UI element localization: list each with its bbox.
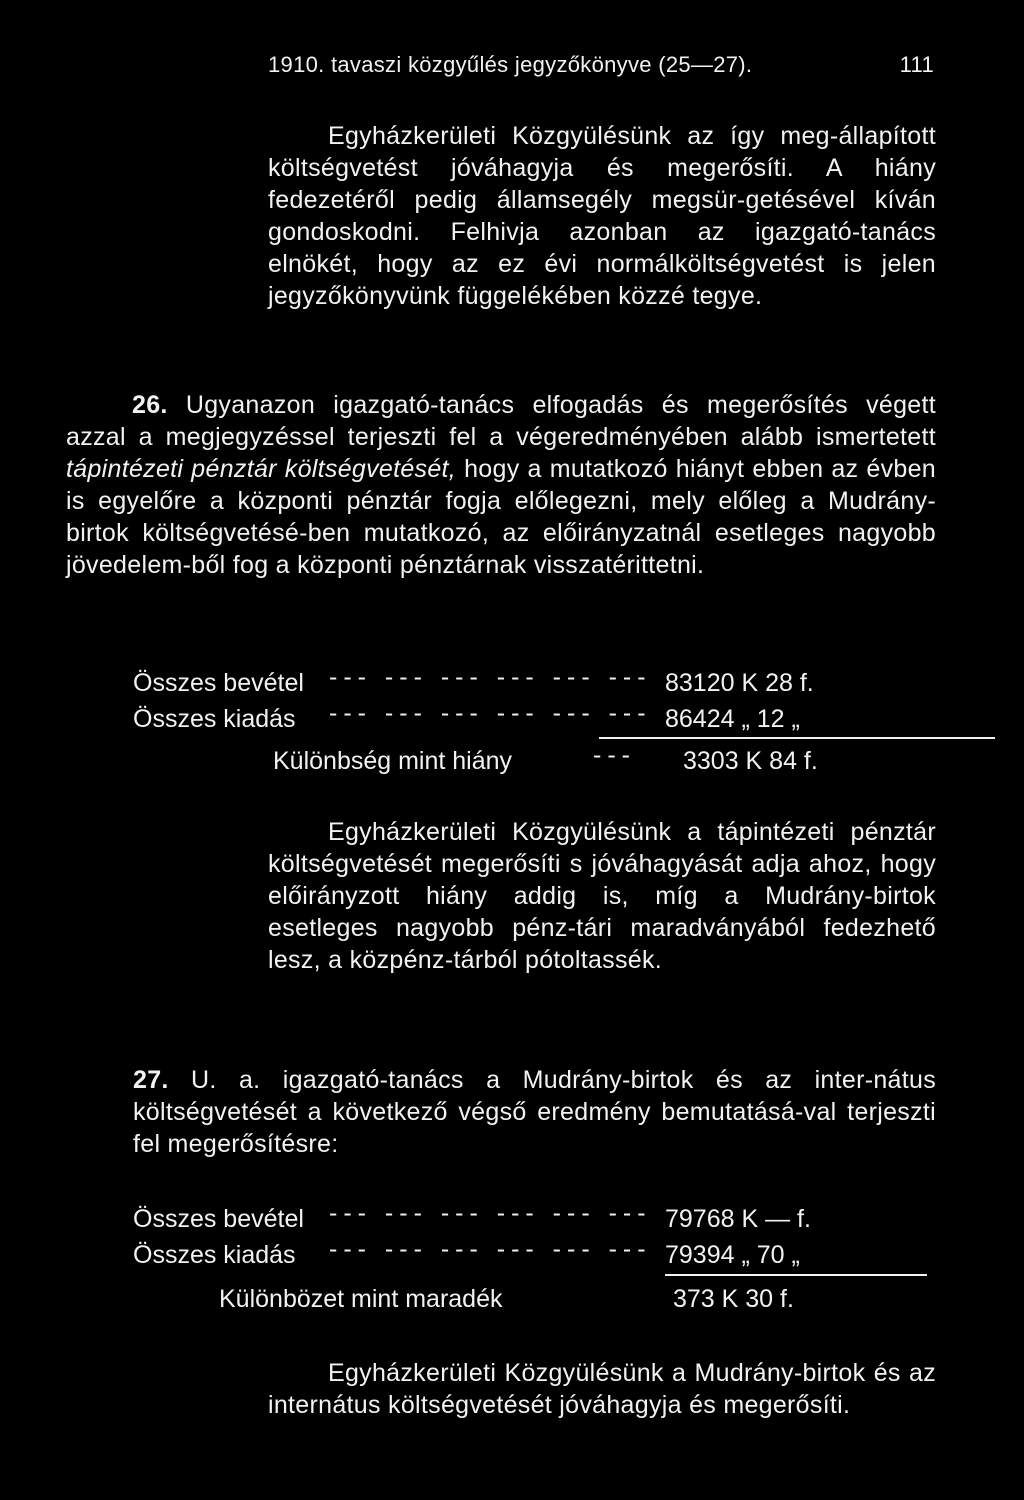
total-amount: 373 K 30 f. [673,1285,794,1313]
row-label: Összes bevétel [133,669,304,697]
total-amount: 3303 K 84 f. [683,747,818,775]
item-number-26: 26. [132,391,168,419]
table-row [133,1199,933,1235]
paragraph-item-27 [133,1064,936,1160]
table-row [133,699,883,735]
row-amount: 79768 K — f. [665,1205,811,1233]
paragraph-text: Ugyanazon igazgató-tanács elfogadás és megerősítés végett azzal a megjegyzéssel terjeszti fel a végeredményében alább ismertetett [66,391,936,451]
row-label: Összes kiadás [133,705,296,733]
paragraph-resolution-26: Egyházkerületi Közgyülésünk a tápintézeti pénztár költségvetését megerősíti s jóváhagyását adja ahoz, hogy előirányzott hiány addig is, míg a Mudrány-birtok esetleges nagyobb pénz-tári maradványából fedezhető lesz, a közpénz-tárból pótoltassék. [268,818,936,974]
row-amount: 79394 „ 70 „ [665,1241,800,1269]
leader-dots: --- [593,741,636,769]
row-amount: 86424 „ 12 „ [665,705,800,733]
row-amount: 83120 K 28 f. [665,669,814,697]
paragraph-text: U. a. igazgató-tanács a Mudrány-birtok és az inter-nátus költségvetését a következő végső eredmény bemutatásá-val terjeszti fel megerősítésre: [133,1066,936,1158]
budget-table-1 [133,663,883,777]
sum-rule [599,737,995,739]
table-total-row [133,741,883,777]
emphasis-text: tápintézeti pénztár költségvetését, [66,455,457,483]
budget-table-2 [133,1199,933,1313]
running-header [268,52,938,82]
row-label: Összes bevétel [133,1205,304,1233]
table-row [133,1235,933,1271]
leader-dots: --- --- --- --- --- --- [329,663,652,691]
paragraph-item-26 [66,389,936,581]
paragraph-resolution-25: Egyházkerületi Közgyülésünk az így meg-állapított költségvetést jóváhagyja és megerősíti. A hiány fedezetéről pedig államsegély megsür-getésével kíván gondoskodni. Felhivja azonban az igazgató-tanács elnökét, hogy az ez évi normálköltségvetést is jelen jegyzőkönyvünk függelékében közzé tegye. [268,122,936,310]
page-number: 111 [899,52,934,77]
sum-rule [665,1274,927,1276]
leader-dots: --- --- --- --- --- --- [329,699,652,727]
total-label: Különbség mint hiány [273,747,513,775]
paragraph-text: hogy a mutatkozó hiányt ebben az évben is egyelőre a központi pénztár fogja előlegezni, mely előleg a Mudrány-birtok költségvetésé-ben mutatkozó, az előirányzatnál esetleges nagyobb jövedelem-ből fog a központi pénztárnak visszatérittetni. [66,455,936,579]
row-label: Összes kiadás [133,1241,296,1269]
total-label: Különbözet mint maradék [219,1285,503,1313]
leader-dots: --- --- --- --- --- --- [329,1199,652,1227]
leader-dots: --- --- --- --- --- --- [329,1235,652,1263]
paragraph-resolution-27: Egyházkerületi Közgyülésünk a Mudrány-birtok és az internátus költségvetését jóváhagyja és megerősíti. [268,1359,936,1419]
header-title: 1910. tavaszi közgyűlés jegyzőkönyve (25—27). [268,52,753,77]
item-number-27: 27. [133,1066,169,1094]
table-total-row [133,1283,933,1315]
table-row [133,663,883,699]
